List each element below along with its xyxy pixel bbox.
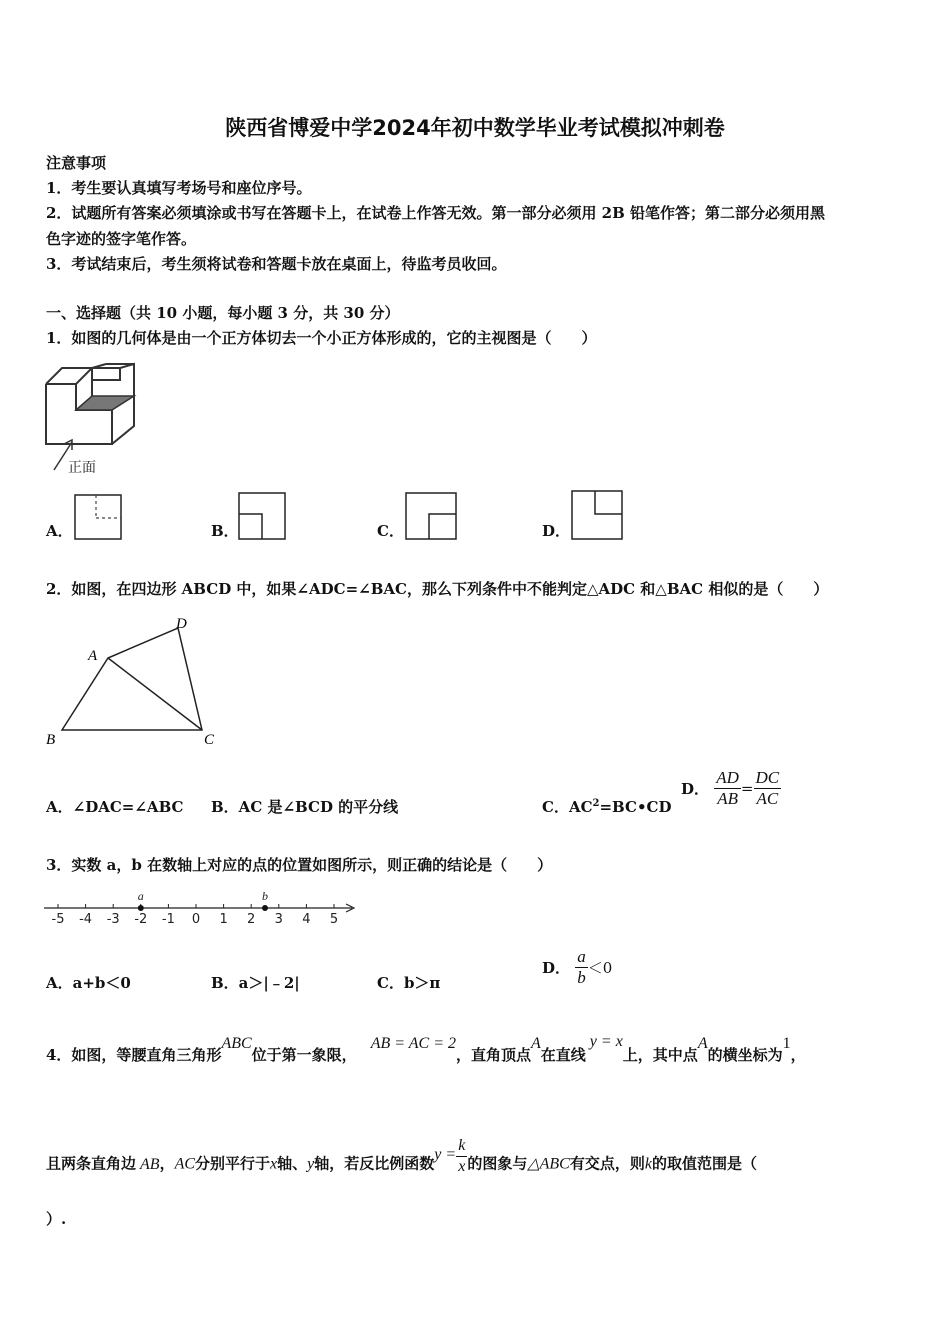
q1-option-d-figure [571,490,623,540]
q2-option-d[interactable] [681,768,781,809]
q1-solid-figure [40,360,140,478]
q4-line-1: 4．如图，等腰直角三角形ABC位于第一象限，AB = AC = 2，直角顶点A在直线y = x上，其中点A的横坐标为1， [46,1033,806,1064]
q2-c-sup: 2 [592,798,600,809]
number-line-tick-label: 2 [247,912,256,927]
q1-option-b-figure [238,492,286,540]
number-line-point-label-a: a [137,889,144,903]
q4-math-y: y [307,1155,315,1173]
q3-option-b[interactable]: B．a＞|﹣2| [211,974,300,992]
q3-d-prefix: D． [542,959,571,977]
q3-d-fraction: $\frac{a}{b}$ [577,947,586,987]
number-line-tick-label: -3 [106,912,120,927]
q1-front-label: 正面 [68,460,96,476]
label-c: C [204,732,215,748]
notice-item-2: 2．试题所有答案必须填涂或书写在答题卡上，在试卷上作答无效。第一部分必须用 2B 铅笔作答；第二部分必须用黑 [46,204,826,222]
notice-item-2-cont: 色字迹的签字笔作答。 [46,230,197,248]
q4-line-2: 且两条直角边 AB，AC分别平行于x轴、y轴，若反比例函数y = $\frac{k}{x}$ 的图象与△ABC有交点，则k的取值范围是（ [46,1137,757,1175]
q4-math-1: 1 [782,1035,791,1052]
q4-line-3: ）. [46,1210,67,1228]
q3-option-a[interactable]: A．a+b＜0 [46,974,131,992]
q2-c-prefix: C．AC [542,798,593,816]
number-line-tick-label: -5 [51,912,65,927]
q2-d-fraction-2: $\frac{DC}{AC}$ [755,768,780,808]
q4-math-ab: AB [140,1155,160,1173]
number-line-tick-label: -2 [134,912,148,927]
q2-c-suffix: =BC•CD [599,798,672,816]
number-line-point-a [138,905,144,911]
notice-item-3: 3．考试结束后，考生须将试卷和答题卡放在桌面上，待监考员收回。 [46,255,507,273]
section-heading: 一、选择题（共 10 小题，每小题 3 分，共 30 分） [46,304,400,322]
q1-option-a-figure [74,494,122,540]
number-line-tick-label: 0 [191,912,201,927]
q4-math-y-eq: y = [434,1145,457,1163]
number-line-tick-label: 1 [219,912,228,927]
notice-item-1: 1．考生要认真填写考场号和座位序号。 [46,179,312,197]
number-line-tick-label: -1 [161,912,175,927]
q3-number-line [44,886,360,930]
notice-heading: 注意事项 [46,154,107,172]
q1-option-a-label[interactable]: A． [46,522,73,540]
number-line-tick-label: 3 [274,912,283,927]
q1-option-c-figure [405,492,457,540]
number-line-point-b [262,905,268,911]
q4-math-ac: AC [174,1155,196,1173]
label-d: D [176,616,187,632]
number-line-tick-label: 5 [329,912,339,927]
q4-math-a2: A [697,1035,708,1052]
q2-option-a[interactable]: A．∠DAC=∠ABC [46,798,184,816]
q2-option-c[interactable] [542,796,671,817]
label-a: A [88,648,98,664]
q4-fraction-k-over-x: $\frac{k}{x}$ [458,1137,466,1175]
label-b: B [46,732,56,748]
q4-math-abc: ABC [221,1035,252,1052]
q2-d-fraction-1: $\frac{AD}{AB}$ [716,768,739,808]
q1-option-b-label[interactable]: B． [211,522,239,540]
q1-option-d-label[interactable]: D． [542,522,571,540]
number-line-tick-label: 4 [302,912,311,927]
q2-d-equals: = [740,779,754,798]
q4-math-a: A [531,1035,541,1052]
q4-math-y-eq-x: y = x [589,1033,623,1050]
question-3-text: 3．实数 a，b 在数轴上对应的点的位置如图所示，则正确的结论是（ ） [46,856,553,874]
q4-math-triangle-abc: △ABC [527,1155,570,1173]
question-1-text: 1．如图的几何体是由一个正方体切去一个小正方体形成的，它的主视图是（ ） [46,329,597,347]
q2-d-prefix: D． [681,780,710,798]
number-line-point-label-b: b [262,889,268,903]
q4-math-ab-ac: AB = AC = 2 [370,1035,456,1052]
q4-math-x: x [270,1155,278,1173]
q2-quadrilateral-figure [44,614,220,748]
q2-option-b[interactable]: B．AC 是∠BCD 的平分线 [211,798,399,816]
q3-d-suffix: ＜0 [587,959,613,977]
q1-option-c-label[interactable]: C． [377,522,404,540]
q3-option-c[interactable]: C．b＞π [377,974,441,992]
question-2-text: 2．如图，在四边形 ABCD 中，如果∠ADC=∠BAC，那么下列条件中不能判定△ADC 和△BAC 相似的是（ ） [46,580,829,598]
number-line-tick-label: -4 [79,912,93,927]
q4-math-k: k [644,1155,652,1173]
q3-option-d[interactable] [542,947,612,988]
page-title: 陕西省博爱中学2024年初中数学毕业考试模拟冲刺卷 [225,116,725,140]
